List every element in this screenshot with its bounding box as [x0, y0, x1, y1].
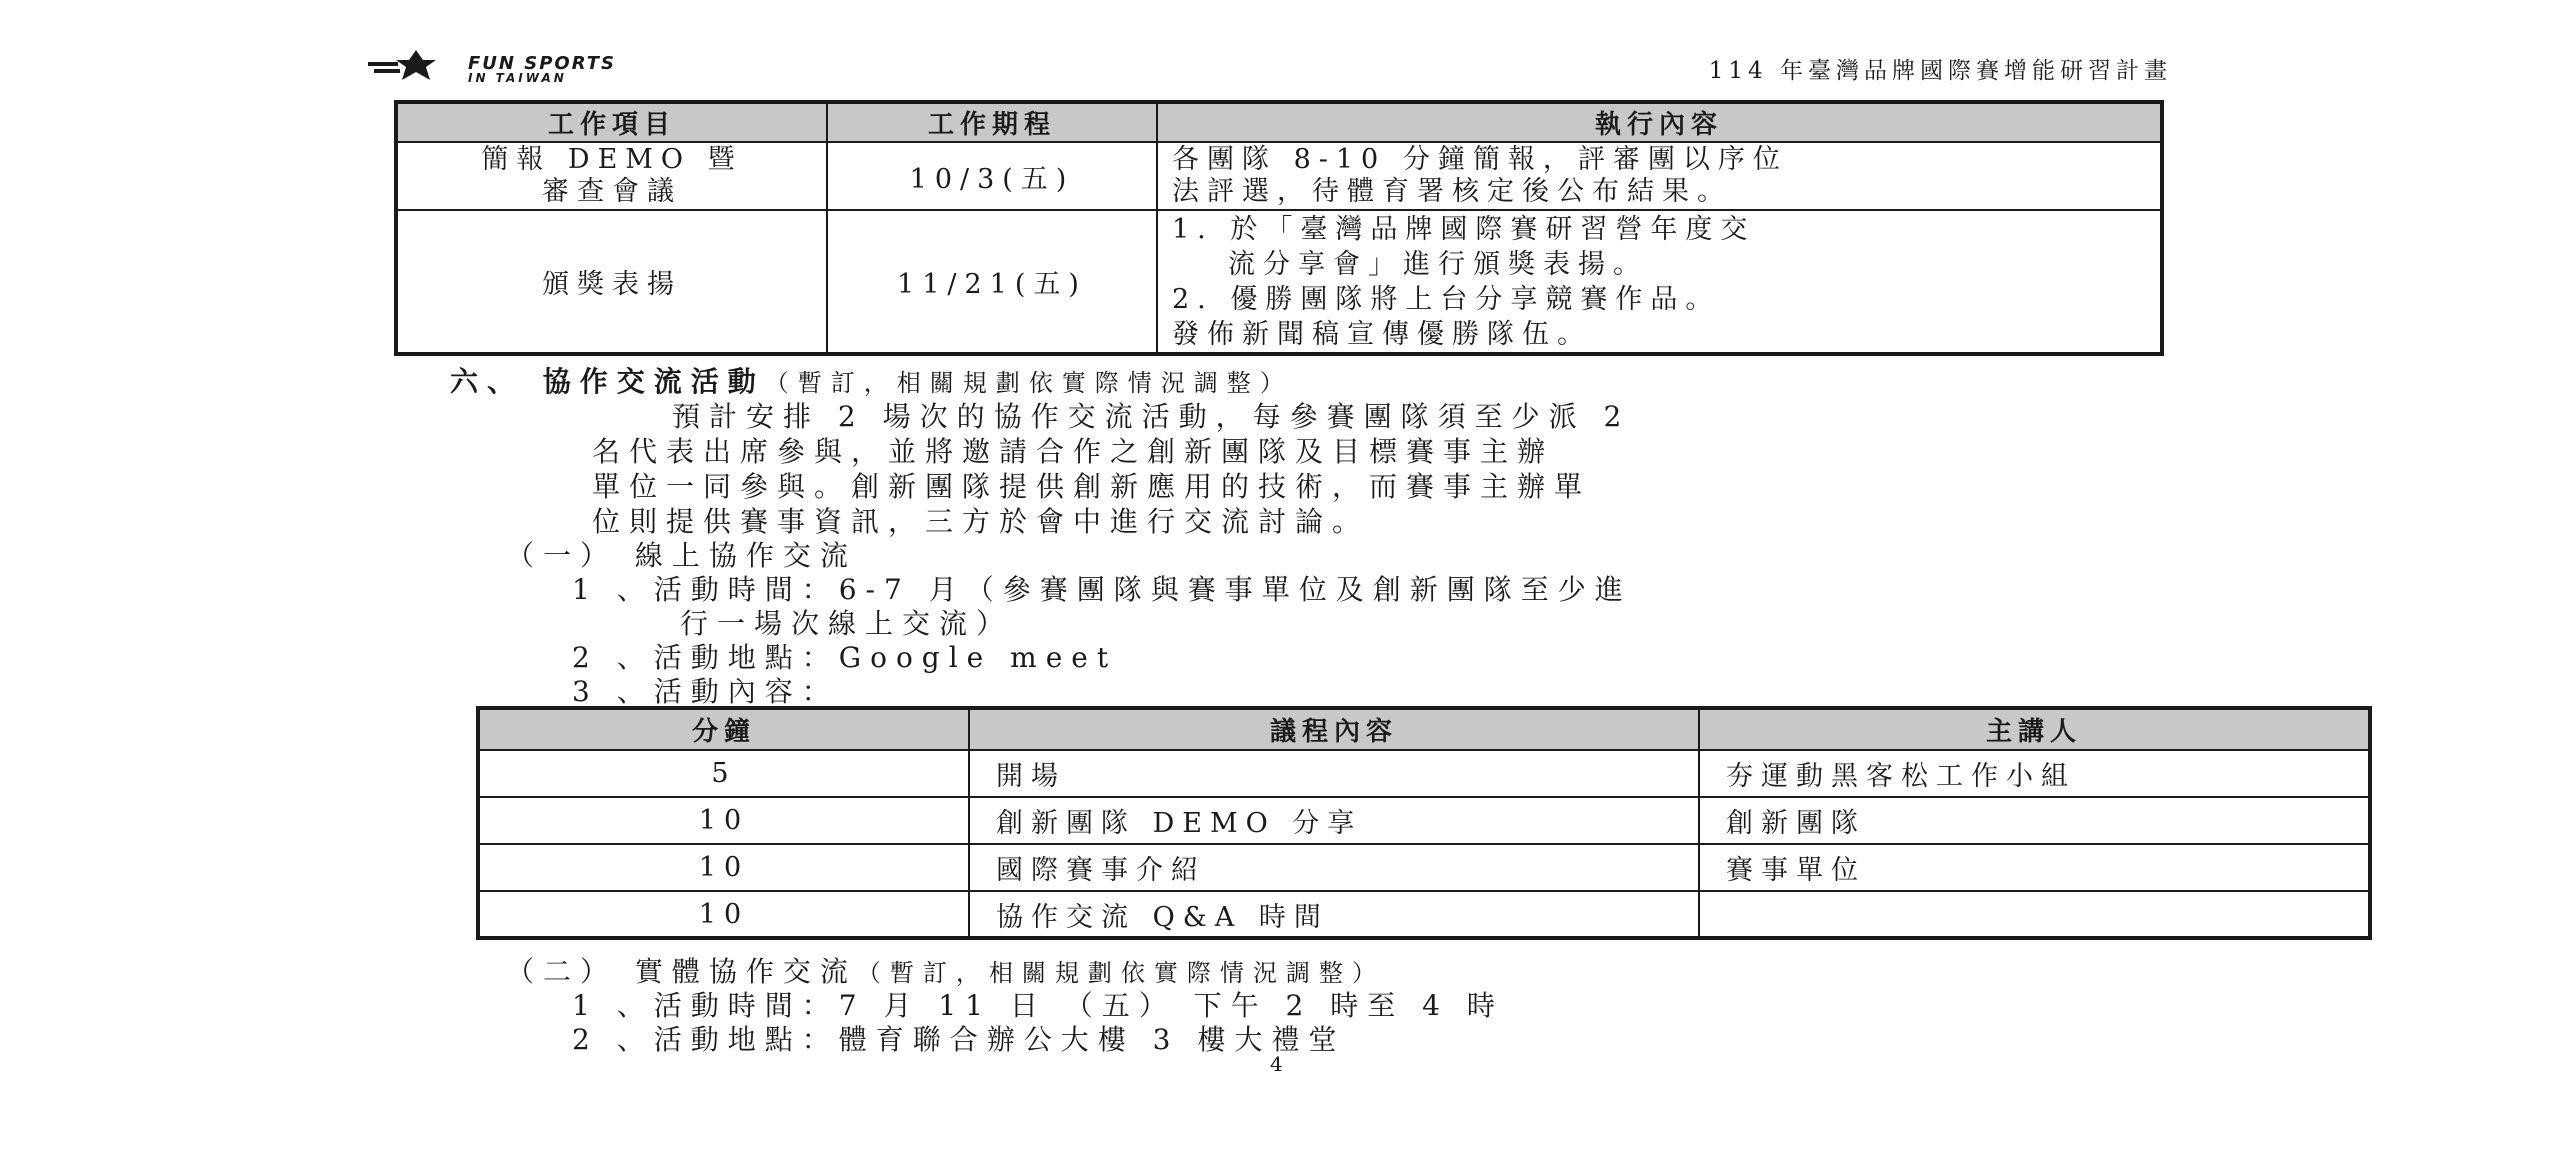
agenda-content-cell: 開場 [969, 750, 1699, 797]
item-line: 審查會議 [542, 176, 682, 207]
paragraph-line: 單位一同參與。創新團隊提供創新應用的技術，而賽事主辦單 [592, 470, 1592, 503]
table-row [478, 844, 2370, 891]
date-cell: 10/3(五) [827, 142, 1157, 210]
agenda-content-cell: 國際賽事介紹 [969, 844, 1699, 891]
table-header-row [478, 708, 2370, 750]
section-note: （暫訂，相關規劃依實際情況調整） [764, 369, 1293, 397]
content-cell [1157, 142, 2162, 210]
agenda-content-cell: 協作交流 Q&A 時間 [969, 891, 1699, 938]
document-header-title: 114 年臺灣品牌國際賽增能研習計畫 [1708, 58, 2172, 84]
subsection-title: （二） 實體協作交流 [506, 955, 857, 988]
table-header-row [396, 102, 2162, 142]
header-cell: 分鐘 [478, 708, 969, 750]
item-line: 簡報 DEMO 暨 [481, 144, 743, 175]
header-cell: 議程內容 [969, 708, 1699, 750]
content-line: 各團隊 8-10 分鐘簡報，評審團以序位 [1172, 144, 1788, 175]
header-cell: 主講人 [1699, 708, 2370, 750]
agenda-content-cell: 創新團隊 DEMO 分享 [969, 797, 1699, 844]
speaker-cell: 創新團隊 [1699, 797, 2370, 844]
speaker-cell: 賽事單位 [1699, 844, 2370, 891]
header-cell: 工作項目 [396, 102, 827, 142]
content-line: 發佈新聞稿宣傳優勝隊伍。 [1172, 318, 1592, 350]
paragraph-line: 預計安排 2 場次的協作交流活動，每參賽團隊須至少派 2 [672, 400, 1631, 433]
list-item: 2 、活動地點：Google meet [572, 641, 1118, 674]
logo-line2: IN TAIWAN [468, 71, 567, 85]
list-item: 行一場次線上交流） [680, 607, 1014, 640]
table-row [478, 797, 2370, 844]
minutes-cell: 10 [478, 891, 969, 938]
item-cell: 頒獎表揚 [396, 210, 827, 354]
content-cell [1157, 210, 2162, 354]
table-row [478, 750, 2370, 797]
logo-text [468, 53, 616, 85]
subsection-heading: （一） 線上協作交流 [506, 539, 857, 572]
logo-line1: FUN SPORTS [468, 53, 616, 74]
content-line: 2. 優勝團隊將上台分享競賽作品。 [1172, 283, 1721, 315]
minutes-cell: 10 [478, 844, 969, 891]
list-item: 3 、活動內容： [572, 675, 839, 708]
item-cell [396, 142, 827, 210]
content-line: 法評選，待體育署核定後公布結果。 [1172, 176, 1732, 207]
table-row [396, 142, 2162, 210]
minutes-cell: 10 [478, 797, 969, 844]
list-item: 2 、活動地點：體育聯合辦公大樓 3 樓大禮堂 [572, 1023, 1346, 1056]
subsection-note: （暫訂，相關規劃依實際情況調整） [856, 959, 1385, 987]
header-cell: 工作期程 [827, 102, 1157, 142]
content-line: 流分享會」進行頒獎表揚。 [1228, 248, 1648, 280]
fun-sports-logo [368, 50, 728, 85]
agenda-table [476, 706, 2372, 940]
section-title: 六、 協作交流活動 [450, 365, 765, 398]
section-heading [450, 360, 1293, 400]
minutes-cell: 5 [478, 750, 969, 797]
paragraph-line: 名代表出席參與，並將邀請合作之創新團隊及目標賽事主辦 [592, 435, 1555, 468]
list-item: 1 、活動時間：6-7 月（參賽團隊與賽事單位及創新團隊至少進 [572, 573, 1632, 606]
runner-star-icon [368, 50, 458, 82]
table-row [396, 210, 2162, 354]
paragraph-line: 位則提供賽事資訊，三方於會中進行交流討論。 [592, 505, 1370, 538]
content-line: 1. 於「臺灣品牌國際賽研習營年度交 [1172, 213, 1756, 245]
speaker-cell: 夯運動黑客松工作小組 [1699, 750, 2370, 797]
schedule-table [394, 100, 2164, 356]
table-row [478, 891, 2370, 938]
page-number: 4 [1270, 1052, 1283, 1076]
list-item: 1 、活動時間：7 月 11 日 （五） 下午 2 時至 4 時 [572, 989, 1504, 1022]
header-cell: 執行內容 [1157, 102, 2162, 142]
speaker-cell [1699, 891, 2370, 938]
date-cell: 11/21(五) [827, 210, 1157, 354]
